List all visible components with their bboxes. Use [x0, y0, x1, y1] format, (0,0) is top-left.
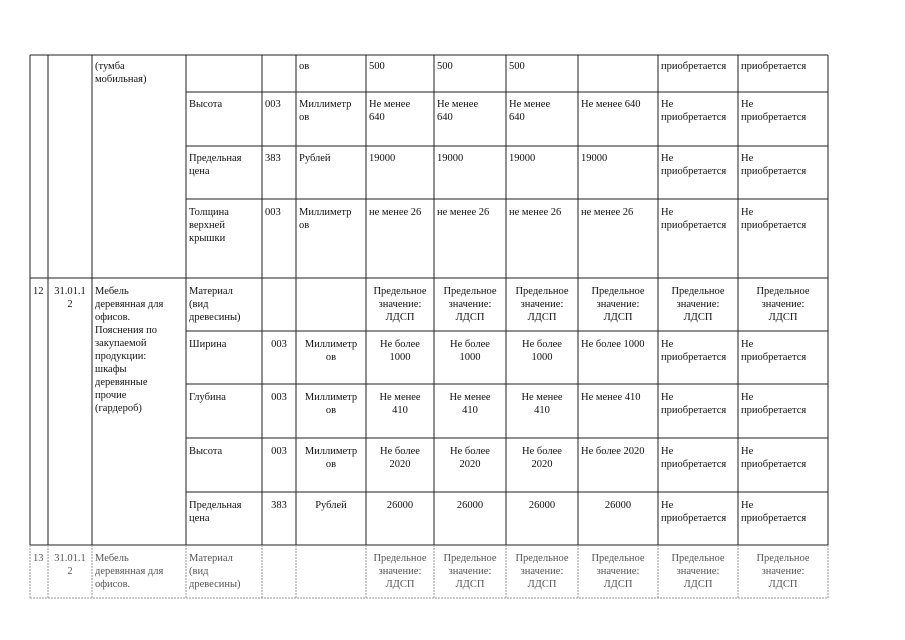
row12-attr4-v6: Не приобретается — [741, 500, 807, 524]
row11-attr1-v3: Не менее 640 — [509, 99, 551, 123]
row11-attr2-v4: 19000 — [581, 153, 608, 164]
row12-attr1-v4: Не более 1000 — [581, 339, 645, 350]
row12-attr3-v6: Не приобретается — [741, 446, 807, 470]
row11-name-tail: (тумба мобильная) — [95, 61, 147, 85]
row12-attr3-v5: Не приобретается — [661, 446, 727, 470]
row11-attr3-unit: Миллиметр ов — [299, 207, 352, 231]
row11-attr2-code: 383 — [265, 153, 281, 164]
row12-attr4-v4: 26000 — [604, 500, 632, 511]
row12-attr3-unit: Миллиметр ов — [304, 446, 358, 470]
row11-attr3-v5: Не приобретается — [661, 207, 727, 231]
row11-attr0-v5: приобретается — [661, 61, 727, 72]
row12-attr2-v6: Не приобретается — [741, 392, 807, 416]
row12-attr4-v1: 26000 — [386, 500, 414, 511]
row11-attr1-v2: Не менее 640 — [437, 99, 479, 123]
row11-attr2-unit: Рублей — [299, 153, 331, 164]
row12-attr3-v3: Не более 2020 — [522, 446, 562, 470]
row12-attr2-v3: Не менее 410 — [521, 392, 563, 416]
row12-attr2-name: Глубина — [189, 392, 226, 403]
row11-attr1-code: 003 — [265, 99, 281, 110]
row12-attr0-v2: Предельное значение: ЛДСП — [443, 286, 497, 323]
row12-number: 12 — [33, 286, 44, 297]
row11-attr1-v4: Не менее 640 — [581, 99, 641, 110]
row11-attr3-v4: не менее 26 — [581, 207, 634, 218]
row13-attr0-v2: Предельное значение: ЛДСП — [443, 553, 497, 590]
row11-attr0-v6: приобретается — [741, 61, 807, 72]
row11-attr3-v3: не менее 26 — [509, 207, 562, 218]
row12-attr1-v5: Не приобретается — [661, 339, 727, 363]
row11-attr3-name: Толщина верхней крышки — [189, 207, 229, 244]
row12-okpd-code: 31.01.1 2 — [54, 286, 86, 310]
row12-attr4-v3: 26000 — [528, 500, 556, 511]
row11-attr1-name: Высота — [189, 99, 223, 110]
row11-attr3-v2: не менее 26 — [437, 207, 490, 218]
row12-attr0-name: Материал (вид древесины) — [189, 286, 241, 323]
row12-attr2-v1: Не менее 410 — [379, 392, 421, 416]
row11-attr3-v1: не менее 26 — [369, 207, 422, 218]
row12-attr1-v3: Не более 1000 — [522, 339, 562, 363]
row12-attr0-v1: Предельное значение: ЛДСП — [373, 286, 427, 323]
row12-attr0-v5: Предельное значение: ЛДСП — [671, 286, 725, 323]
row11-attr0-v2: 500 — [437, 61, 453, 72]
row11-attr1-v6: Не приобретается — [741, 99, 807, 123]
row13-okpd-code: 31.01.1 2 — [54, 553, 86, 577]
row11-attr1-v1: Не менее 640 — [369, 99, 411, 123]
row12-attr2-unit: Миллиметр ов — [304, 392, 358, 416]
row12-attr0-v4: Предельное значение: ЛДСП — [591, 286, 645, 323]
row12-attr2-v2: Не менее 410 — [449, 392, 491, 416]
row12-attr1-v1: Не более 1000 — [380, 339, 420, 363]
row12-attr3-v2: Не более 2020 — [450, 446, 490, 470]
row11-attr0-unit: ов — [299, 61, 310, 72]
row11-attr2-v5: Не приобретается — [661, 153, 727, 177]
row13-attr0-v3: Предельное значение: ЛДСП — [515, 553, 569, 590]
row12-attr4-v2: 26000 — [456, 500, 484, 511]
row12-attr3-v1: Не более 2020 — [380, 446, 420, 470]
row13-attr0-v1: Предельное значение: ЛДСП — [373, 553, 427, 590]
row12-attr1-v6: Не приобретается — [741, 339, 807, 363]
row11-attr1-unit: Миллиметр ов — [299, 99, 352, 123]
row11-attr3-code: 003 — [265, 207, 281, 218]
row12-attr3-code: 003 — [271, 446, 287, 457]
row11-attr2-v6: Не приобретается — [741, 153, 807, 177]
row13-number: 13 — [33, 553, 44, 564]
row11-attr3-v6: Не приобретается — [741, 207, 807, 231]
row13-name: Мебель деревянная для офисов. — [95, 553, 164, 590]
row12-attr3-name: Высота — [189, 446, 223, 457]
row11-attr2-v3: 19000 — [509, 153, 536, 164]
row12-attr1-name: Ширина — [189, 339, 227, 350]
row11-attr2-v2: 19000 — [437, 153, 464, 164]
row12-name: Мебель деревянная для офисов. Пояснения по закупаемой продукции: шкафы деревянные прочие (гардероб) — [95, 286, 164, 414]
row13-attr0-v5: Предельное значение: ЛДСП — [671, 553, 725, 590]
row11-attr0-v3: 500 — [509, 61, 525, 72]
row12-attr4-v5: Не приобретается — [661, 500, 727, 524]
row12-attr4-name: Предельная цена — [189, 500, 242, 524]
row11-attr0-v1: 500 — [369, 61, 385, 72]
row11-attr2-v1: 19000 — [369, 153, 396, 164]
row12-attr2-code: 003 — [271, 392, 287, 403]
row12-attr3-v4: Не более 2020 — [581, 446, 645, 457]
row13-attr0-name: Материал (вид древесины) — [189, 553, 241, 590]
row12-attr1-unit: Миллиметр ов — [304, 339, 358, 363]
row12-attr4-code: 383 — [271, 500, 287, 511]
row12-attr4-unit: Рублей — [315, 500, 347, 511]
row12-attr2-v4: Не менее 410 — [581, 392, 641, 403]
row12-attr0-v3: Предельное значение: ЛДСП — [515, 286, 569, 323]
row12-attr0-v6: Предельное значение: ЛДСП — [756, 286, 810, 323]
row12-attr2-v5: Не приобретается — [661, 392, 727, 416]
row11-attr2-name: Предельная цена — [189, 153, 242, 177]
row13-attr0-v4: Предельное значение: ЛДСП — [591, 553, 645, 590]
row12-attr1-v2: Не более 1000 — [450, 339, 490, 363]
row12-attr1-code: 003 — [271, 339, 287, 350]
row11-attr1-v5: Не приобретается — [661, 99, 727, 123]
row13-attr0-v6: Предельное значение: ЛДСП — [756, 553, 810, 590]
